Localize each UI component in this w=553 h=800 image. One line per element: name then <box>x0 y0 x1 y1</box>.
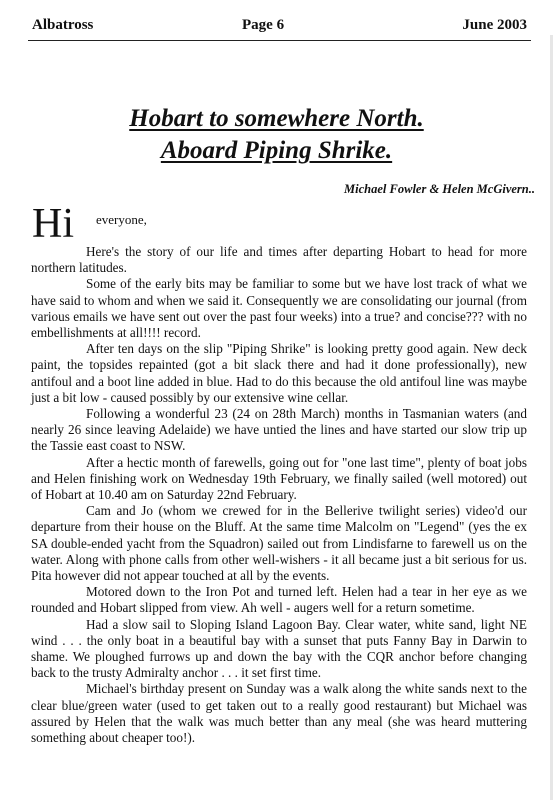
article-byline: Michael Fowler & Helen McGivern.. <box>344 182 535 196</box>
paragraph: Some of the early bits may be familiar to some but we have lost track of what we have said to whom and when we said it. Consequently we are consolidating our journal (from various emails we have sent out over the past four weeks) into a true? and concise??? with no embellishments at all!!!! record. <box>31 276 527 341</box>
page-header <box>28 17 531 37</box>
paragraph: After a hectic month of farewells, going out for "one last time", plenty of boat jobs and Helen finishing work on Wednesday 19th February, we finally sailed (well motored) out of Hobart at 10.40 am on Saturday 22nd February. <box>31 454 527 503</box>
paragraph: After ten days on the slip "Piping Shrike" is looking pretty good again. New deck paint, the topsides repainted (got a bit slack there and had it done professionally), new antifoul and a boot line added in blue. Had to do this because the old antifoul line was maybe just a bit low - caused possibly by our extensive wine cellar. <box>31 341 527 405</box>
title-line-1: Hobart to somewhere North. <box>129 105 424 132</box>
page-number: Page 6 <box>242 17 285 33</box>
paragraph: Had a slow sail to Sloping Island Lagoon Bay. Clear water, white sand, light NE wind . . . the only boat in a beautiful bay with a sunset that puts Fanny Bay in Darwin to shame. We ploughed furrows up and down the bay with the CQR anchor before changing back to the trusty Admiralty anchor . . . it set first time. <box>31 616 527 681</box>
issue-date: June 2003 <box>462 17 527 33</box>
paragraph: Michael's birthday present on Sunday was a walk along the white sands next to the clear blue/green water (used to get taken out to a really good restaurant) but Michael was assured by Helen that the walk was much better than any meal (she was heard muttering something about cheaper too!). <box>31 681 527 746</box>
paragraph: Motored down to the Iron Pot and turned left. Helen had a tear in her eye as we rounded and Hobart slipped from view. Ah well - augers well for a return sometime. <box>31 584 527 616</box>
header-rule <box>28 40 531 41</box>
article-title <box>0 103 553 167</box>
greeting: everyone, <box>96 212 147 227</box>
drop-cap: Hi <box>32 201 74 247</box>
paragraph: Cam and Jo (whom we crewed for in the Bellerive twilight series) video'd our departure from their house on the Bluff. At the same time Malcolm on "Legend" (yes the ex SA double-ended yacht from the Squadron) sailed out from Lindisfarne to farewell us on the water. Along with phone calls from other well-wishers - it all became just a bit serious for us. Pita however did not appear touched at all by the events. <box>31 503 527 584</box>
paragraph: Following a wonderful 23 (24 on 28th March) months in Tasmanian waters (and nearly 26 since leaving Adelaide) we have untied the lines and have started our slow trip up the Tassie east coast to NSW. <box>31 406 527 454</box>
article-body <box>31 244 527 746</box>
paragraph: Here's the story of our life and times after departing Hobart to head for more northern latitudes. <box>31 244 527 276</box>
publication-name: Albatross <box>32 17 94 33</box>
title-line-2: Aboard Piping Shrike. <box>160 137 393 164</box>
